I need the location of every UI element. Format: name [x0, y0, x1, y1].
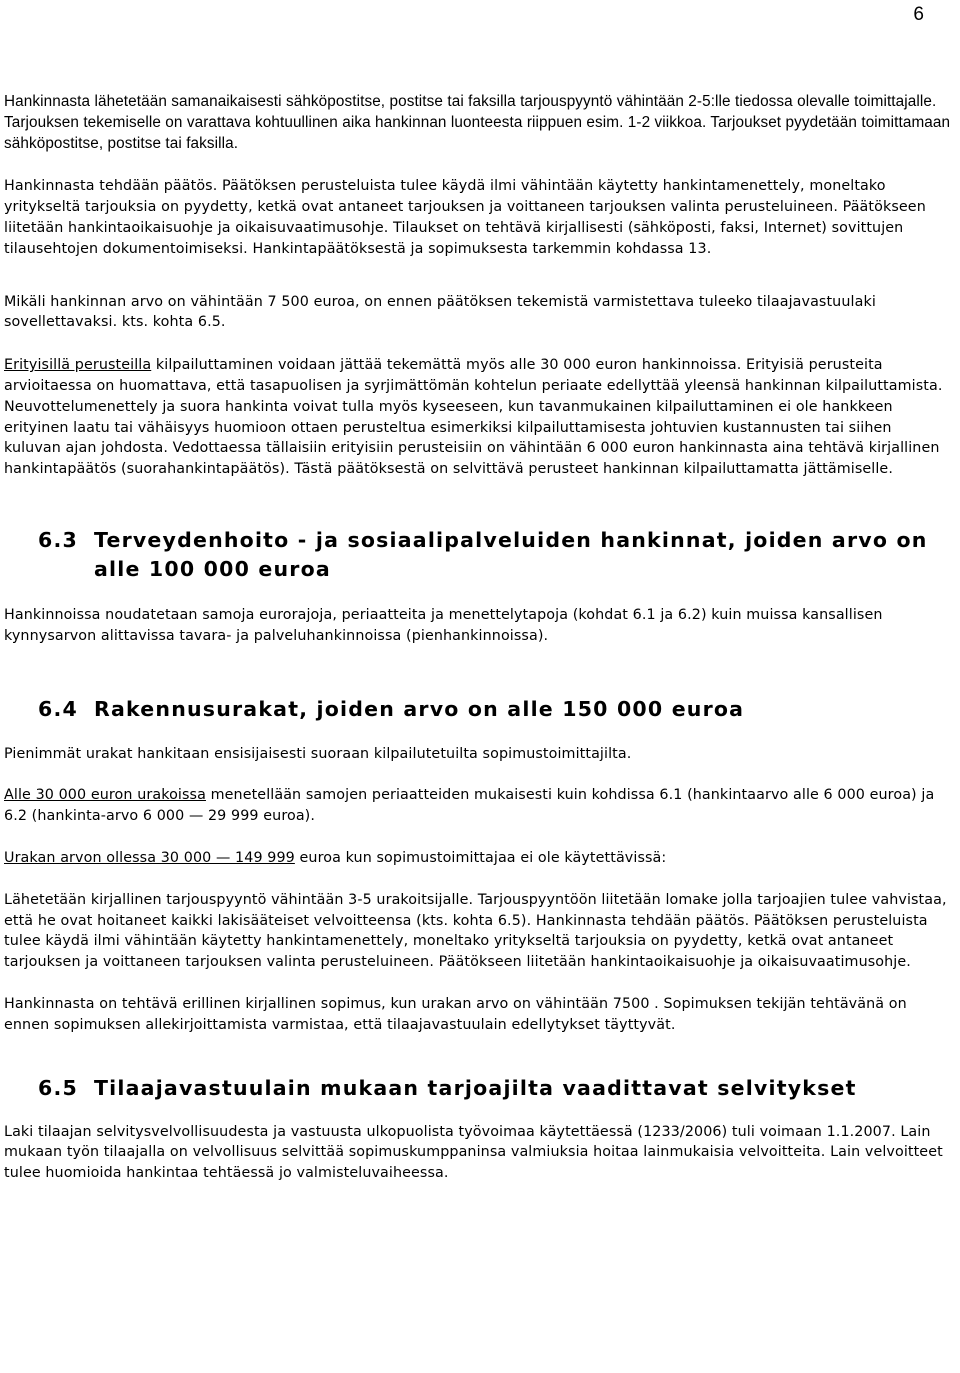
section-heading-6-5	[4, 1074, 952, 1103]
under-30000-text: menetellään samojen periaatteiden mukaisesti kuin kohdissa 6.1 (hankintaarvo alle 6 000 euroa) ja 6.2 (hankinta-arvo 6 000 — 29 999 euroa).	[4, 787, 935, 825]
paragraph-decision: Hankinnasta tehdään päätös. Päätöksen perusteluista tulee käydä ilmi vähintään käytetty hankintamenettely, moneltako yritykseltä tarjouksia on pyydetty, ketkä ovat antaneet tarjouksen ja voittaneen tarjouksen valinta perusteluineen. Päätökseen liitetään hankintaoikaisuohje ja oikaisuvaatimusohje. Tilaukset on tehtävä kirjallisesti (sähköposti, faksi, Internet) sovittujen tilausehtojen dokumentoimiseksi. Hankintapäätöksestä ja sopimuksesta tarkemmin kohdassa 13.	[4, 178, 926, 257]
section-title: Rakennusurakat, joiden arvo on alle 150 000 euroa	[94, 696, 745, 721]
section-6-4-paragraph-3	[4, 848, 952, 869]
contract-value-range-text: euroa kun sopimustoimittajaa ei ole käytettävissä:	[294, 849, 667, 866]
special-grounds-text: kilpailuttaminen voidaan jättää tekemättä myös alle 30 000 euron hankinnoissa. Erityisiä perusteita arvioitaessa on huomattava, että tasapuolisen ja syrjimättömän kohtelun periaate edellyttää yleensä hankinnan kilpailuttamista. Neuvottelumenettely ja suora hankinta voivat tulla myös kyseeseen, kun tavanmukainen kilpailuttaminen ei ole hankkeen erityinen laatu tai vähäisyys huomioon ottaen perusteltua esimerkiksi kilpailuttamisesta johtuvien kustannusten tai siihen kuluvan ajan johdosta. Vedottaessa tällaisiin erityisiin perusteisiin on vähintään 6 000 euron hankinnasta aina tehtävä kirjallinen hankintapäätös (suorahankintapäätös). Tästä päätöksestä on selvittävä perusteet hankinnan kilpailuttamatta jättämiselle.	[4, 357, 943, 478]
section-6-4-paragraph-2	[4, 785, 952, 827]
page-number: 6	[913, 4, 924, 25]
contract-value-range-term: Urakan arvon ollessa 30 000 — 149 999	[4, 849, 295, 866]
section-heading-6-4	[4, 695, 952, 724]
paragraph-special-grounds	[4, 355, 952, 480]
section-heading-6-3	[4, 526, 952, 584]
section-number: 6.5	[38, 1075, 78, 1100]
section-number: 6.4	[38, 696, 78, 721]
document-body	[4, 92, 952, 1184]
section-6-4-paragraph-5: Hankinnasta on tehtävä erillinen kirjallinen sopimus, kun urakan arvo on vähintään 7500 . Sopimuksen tekijän tehtävänä on ennen sopimuksen allekirjoittamista varmistaa, että tilaajavastuulain edellytykset täyttyvät.	[4, 995, 907, 1033]
section-title: Terveydenhoito - ja sosiaalipalveluiden hankinnat, joiden arvo on alle 100 000 euroa	[94, 527, 928, 581]
section-6-4-paragraph-1: Pienimmät urakat hankitaan ensisijaisesti suoraan kilpailutetuilta sopimustoimittajilta.	[4, 745, 632, 762]
under-30000-term: Alle 30 000 euron urakoissa	[4, 787, 206, 804]
section-6-5-body: Laki tilaajan selvitysvelvollisuudesta ja vastuusta ulkopuolista työvoimaa käytettäessä (1233/2006) tuli voimaan 1.1.2007. Lain mukaan työn tilaajalla on velvollisuus selvittää sopimuskumppaninsa valmiuksia hoitaa lainmukaisia velvoitteita. Lain velvoitteet tulee huomioida hankintaa tehtäessä jo valmisteluvaiheessa.	[4, 1123, 943, 1182]
section-number: 6.3	[38, 527, 78, 552]
paragraph-contractor-liability-check: Mikäli hankinnan arvo on vähintään 7 500 euroa, on ennen päätöksen tekemistä varmistettava tuleeko tilaajavastuulaki sovellettavaksi. kts. kohta 6.5.	[4, 293, 876, 331]
paragraph-request-for-tenders: Hankinnasta lähetetään samanaikaisesti sähköpostitse, postitse tai faksilla tarjouspyyntö vähintään 2-5:lle tiedossa olevalle toimittajalle. Tarjouksen tekemiselle on varattava kohtuullinen aika hankinnan luonteesta riippuen esim. 1-2 viikkoa. Tarjoukset pyydetään toimittamaan sähköpostitse, postitse tai faksilla.	[4, 93, 951, 152]
section-6-4-paragraph-4: Lähetetään kirjallinen tarjouspyyntö vähintään 3-5 urakoitsijalle. Tarjouspyyntöön liitetään lomake jolla tarjoajien tulee vahvistaa, että he ovat hoitaneet kaikki lakisääteiset velvoitteensa (kts. kohta 6.5). Hankinnasta tehdään päätös. Päätöksen perusteluista tulee käydä ilmi vähintään käytetty hankintamenettely, moneltako yritykseltä tarjouksia on pyydetty, ketkä ovat antaneet tarjouksen ja voittaneen tarjouksen valinta perusteluineen. Päätökseen liitetään hankintaoikaisuohje ja oikaisuvaatimusohje.	[4, 891, 947, 971]
section-6-3-body: Hankinnoissa noudatetaan samoja eurorajoja, periaatteita ja menettelytapoja (kohdat 6.1 ja 6.2) kuin muissa kansallisen kynnysarvon alittavissa tavara- ja palveluhankinnoissa (pienhankinnoissa).	[4, 606, 883, 644]
section-title: Tilaajavastuulain mukaan tarjoajilta vaadittavat selvitykset	[94, 1075, 857, 1100]
special-grounds-term: Erityisillä perusteilla	[4, 357, 152, 374]
